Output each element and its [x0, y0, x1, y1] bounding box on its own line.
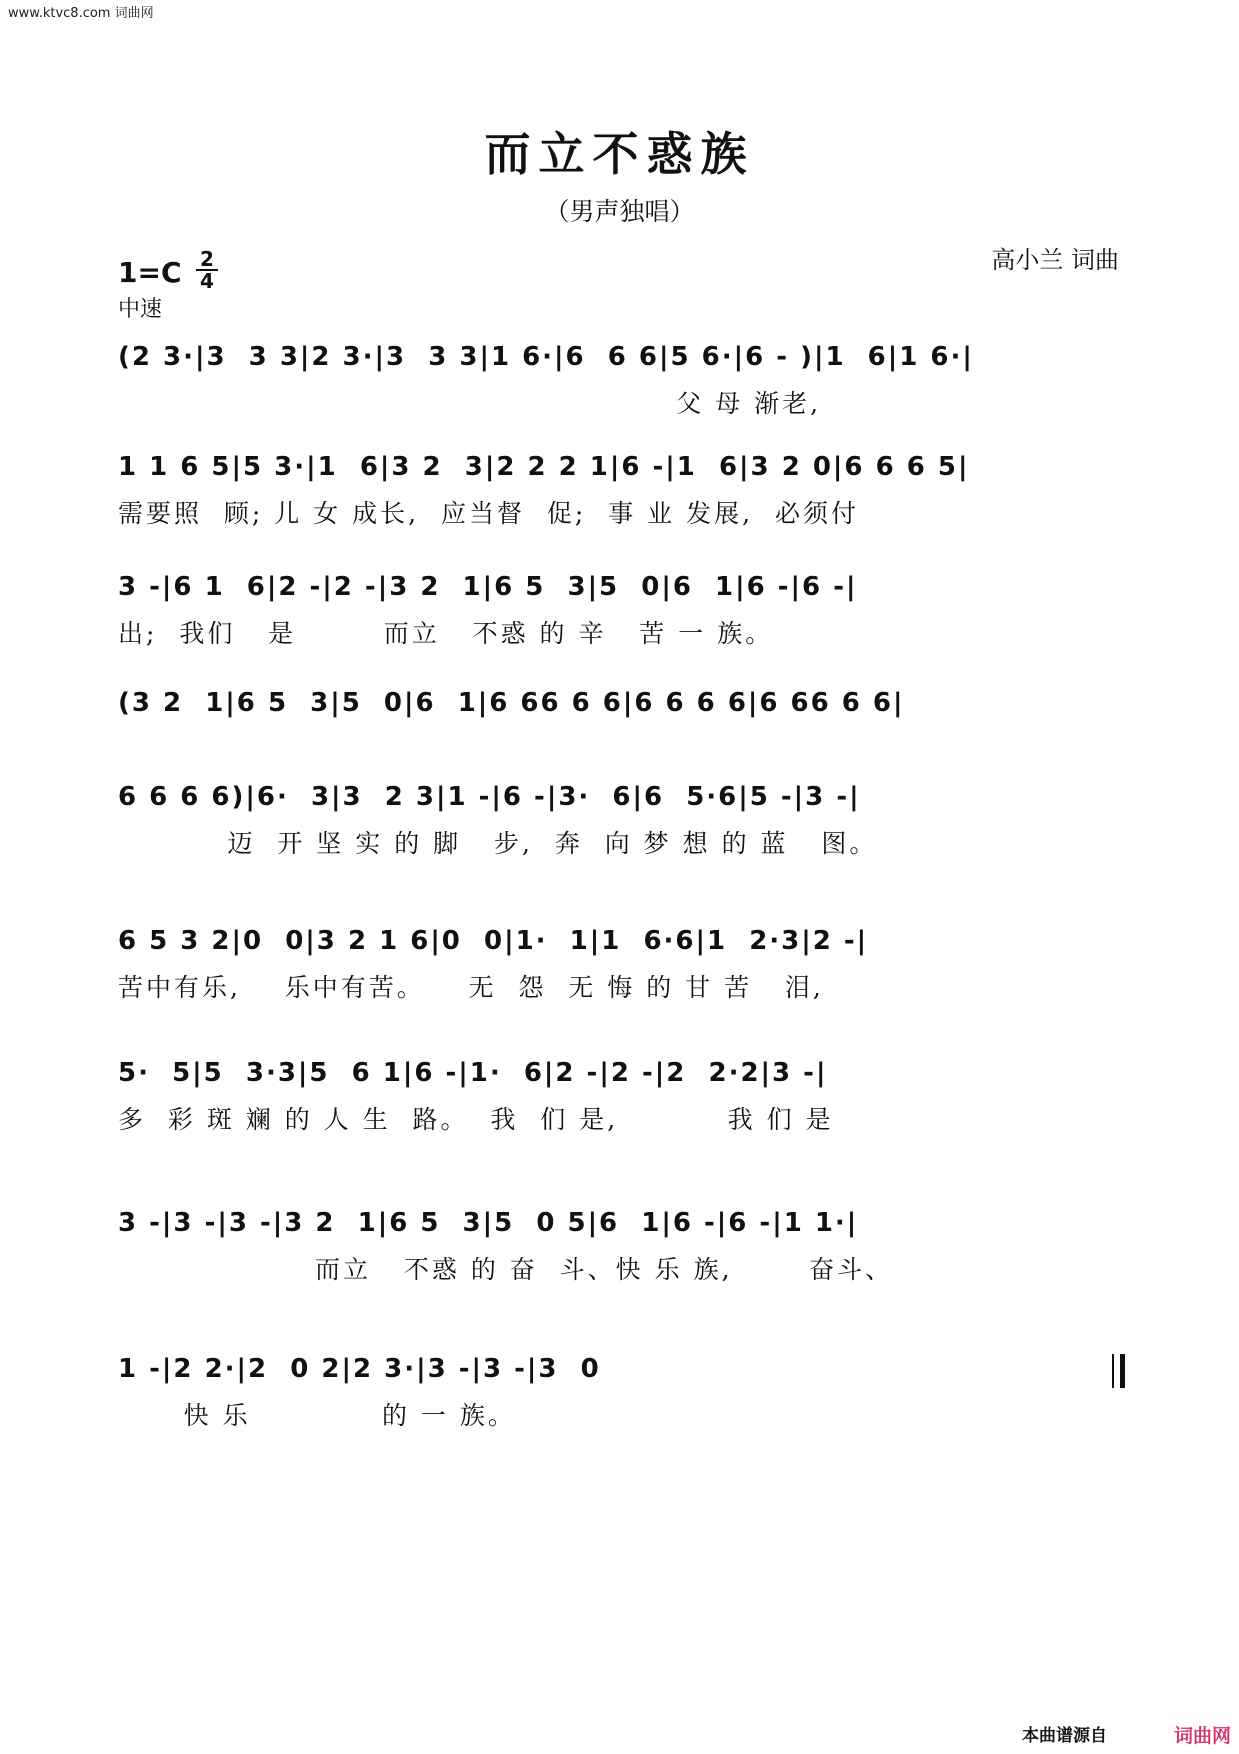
footer-site-logo[interactable]: 词曲网: [1173, 1725, 1231, 1747]
notation-line: 3 -|3 -|3 -|3 2 1|6 5 3|5 0 5|6 1|6 -|6 -|1 1·|: [118, 1208, 859, 1238]
notation-line: 3 -|6 1 6|2 -|2 -|3 2 1|6 5 3|5 0|6 1|6 -|6 -|: [118, 572, 858, 602]
notation-line: 6 6 6 6)|6· 3|3 2 3|1 -|6 -|3· 6|6 5·6|5 -|3 -|: [118, 782, 861, 812]
lyric-line: 父 母 渐老,: [118, 389, 822, 418]
time-signature: [196, 247, 218, 293]
watermark-url: www.ktvc8.com 词曲网: [8, 6, 154, 21]
notation-line: 1 -|2 2·|2 0 2|2 3·|3 -|3 -|3 0: [118, 1354, 601, 1384]
lyric-line: 苦中有乐, 乐中有苦。 无 怨 无 悔 的 甘 苦 泪,: [118, 973, 824, 1002]
lyric-line: 出; 我们 是 而立 不惑 的 辛 苦 一 族。: [118, 619, 774, 648]
time-signature-top: 2: [200, 247, 214, 271]
final-barline: [1112, 1354, 1125, 1388]
notation-line: 6 5 3 2|0 0|3 2 1 6|0 0|1· 1|1 6·6|1 2·3|2 -|: [118, 926, 869, 956]
lyric-line: 多 彩 斑 斓 的 人 生 路。 我 们 是, 我 们 是: [118, 1105, 834, 1134]
notation-line: 1 1 6 5|5 3·|1 6|3 2 3|2 2 2 1|6 -|1 6|3 2 0|6 6 6 5|: [118, 452, 970, 482]
footer-source-label: 本曲谱源自: [1022, 1726, 1107, 1746]
lyric-line: 而立 不惑 的 奋 斗、快 乐 族, 奋斗、: [118, 1255, 894, 1284]
notation-line: (3 2 1|6 5 3|5 0|6 1|6 66 6 6|6 6 6 6|6 66 6 6|: [118, 688, 905, 718]
notation-line: (2 3·|3 3 3|2 3·|3 3 3|1 6·|6 6 6|5 6·|6 - )|1 6|1 6·|: [118, 342, 974, 372]
composer-credit: 高小兰 词曲: [991, 246, 1119, 274]
lyric-line: 迈 开 坚 实 的 脚 步, 奔 向 梦 想 的 蓝 图。: [118, 829, 878, 858]
notation-line: 5· 5|5 3·3|5 6 1|6 -|1· 6|2 -|2 -|2 2·2|3 -|: [118, 1058, 828, 1088]
song-title: 而立不惑族: [484, 127, 755, 181]
tempo-marking: 中速: [118, 297, 163, 322]
song-subtitle: （男声独唱）: [544, 197, 695, 226]
key-signature: 1=C: [118, 256, 182, 289]
lyric-line: 快 乐 的 一 族。: [118, 1401, 516, 1430]
lyric-line: 需要照 顾; 儿 女 成长, 应当督 促; 事 业 发展, 必须付: [118, 499, 859, 528]
time-signature-bottom: 4: [200, 269, 214, 293]
